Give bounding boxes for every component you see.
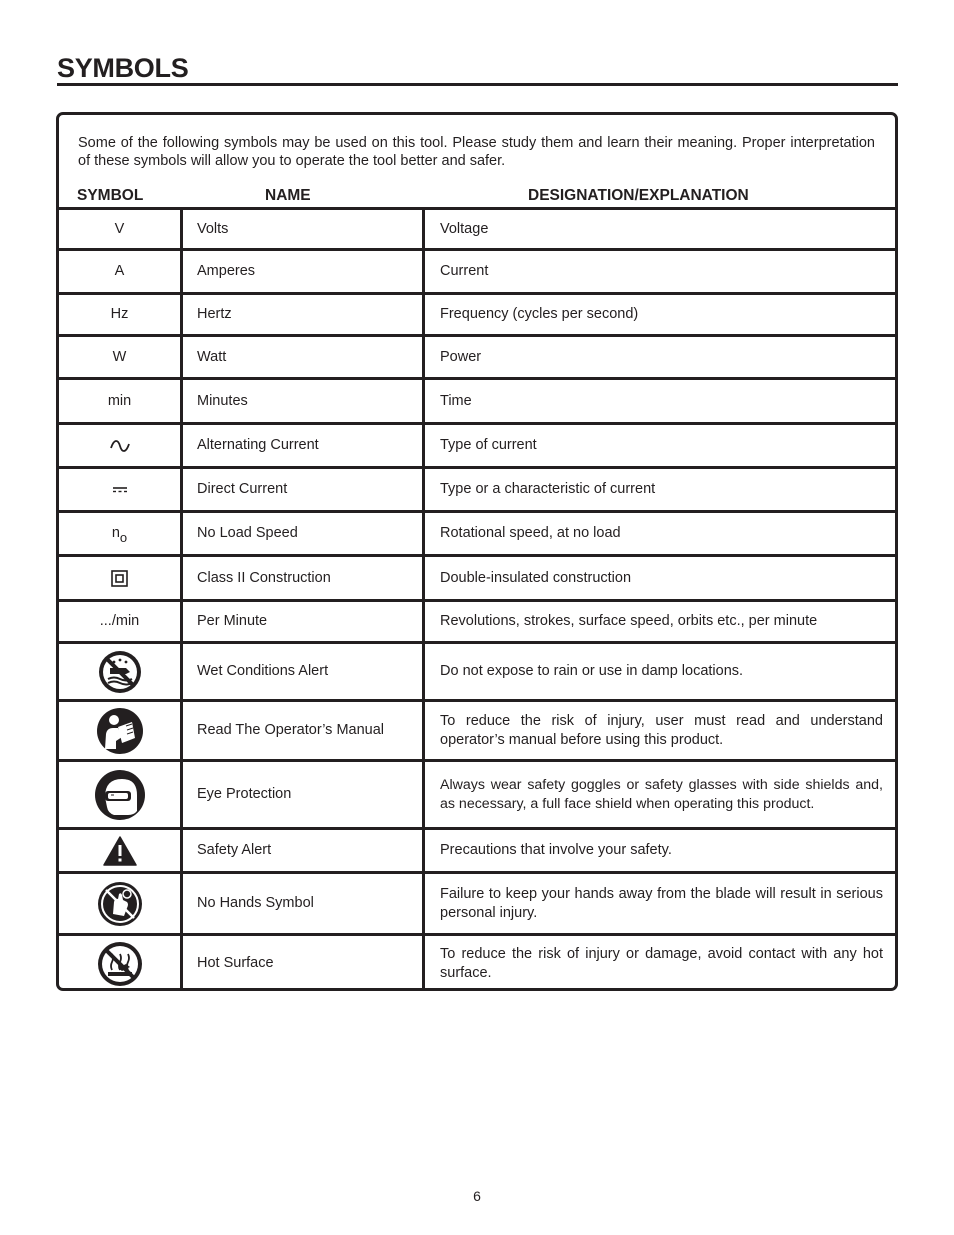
table-row-wet-conditions xyxy=(59,641,895,699)
name-cell xyxy=(180,469,422,510)
page-number: 6 xyxy=(473,1188,481,1204)
name-cell xyxy=(180,830,422,871)
name-cell xyxy=(180,557,422,599)
explanation-cell xyxy=(422,602,895,641)
explanation-text: Always wear safety goggles or safety glasses with side shields and, as necessary, a full face shield when operating this product. xyxy=(440,776,883,812)
direct-current-icon xyxy=(112,486,128,494)
explanation-cell xyxy=(422,251,895,292)
symbol-cell xyxy=(59,644,180,699)
explanation-cell xyxy=(422,425,895,466)
explanation-text: Failure to keep your hands away from the blade will result in serious personal injury. xyxy=(440,885,883,921)
name-cell xyxy=(180,380,422,422)
name-text: Volts xyxy=(197,220,229,237)
explanation-cell xyxy=(422,762,895,827)
name-cell xyxy=(180,644,422,699)
symbol-cell: W xyxy=(112,348,127,365)
name-cell xyxy=(180,702,422,759)
name-text: Per Minute xyxy=(197,613,268,629)
explanation-text: Power xyxy=(440,348,482,365)
symbol-cell xyxy=(59,830,180,871)
header-name: NAME xyxy=(265,187,311,204)
read-manual-icon xyxy=(96,707,144,755)
explanation-cell xyxy=(422,702,895,759)
symbol-cell xyxy=(59,425,180,466)
symbol-cell xyxy=(59,936,180,991)
intro-paragraph: Some of the following symbols may be used on this tool. Please study them and learn their meaning. Proper interpretation of these symbols will allow you to operate the tool better and safer. xyxy=(78,135,875,169)
symbol-cell xyxy=(59,513,180,554)
explanation-cell xyxy=(422,874,895,933)
table-row-direct-current xyxy=(59,466,895,510)
page-title: SYMBOLS xyxy=(57,53,189,83)
symbol-cell: Hz xyxy=(110,306,129,322)
table-row-amperes xyxy=(59,248,895,292)
name-text: Hot Surface xyxy=(197,955,274,971)
name-cell xyxy=(180,251,422,292)
explanation-cell xyxy=(422,830,895,871)
explanation-text: Type of current xyxy=(440,437,537,453)
explanation-cell xyxy=(422,469,895,510)
symbol-cell xyxy=(59,762,180,827)
table-row-read-manual xyxy=(59,699,895,759)
name-text: Wet Conditions Alert xyxy=(197,663,329,679)
explanation-cell xyxy=(422,337,895,377)
explanation-text: Time xyxy=(440,392,472,409)
name-cell xyxy=(180,337,422,377)
explanation-cell xyxy=(422,513,895,554)
symbol-cell: .../min xyxy=(99,613,140,629)
name-text: Read The Operator’s Manual xyxy=(197,722,384,738)
explanation-text: Double-insulated construction xyxy=(440,569,632,586)
name-cell xyxy=(180,874,422,933)
symbol-cell: A xyxy=(114,263,125,279)
name-cell xyxy=(180,936,422,991)
explanation-cell xyxy=(422,210,895,248)
name-cell xyxy=(180,295,422,334)
explanation-cell xyxy=(422,557,895,599)
explanation-text: Rotational speed, at no load xyxy=(440,525,621,541)
name-text: Safety Alert xyxy=(197,842,272,858)
symbol-cell: min xyxy=(107,392,132,409)
alternating-current-icon xyxy=(109,439,131,453)
header-explanation: DESIGNATION/EXPLANATION xyxy=(528,187,749,204)
table-row-no-hands xyxy=(59,871,895,933)
explanation-cell xyxy=(422,644,895,699)
symbol-main-text: n xyxy=(111,525,120,541)
explanation-cell xyxy=(422,380,895,422)
symbol-cell xyxy=(59,702,180,759)
name-text: Class II Construction xyxy=(197,569,331,586)
class-ii-construction-icon xyxy=(111,570,128,587)
table-row-safety-alert xyxy=(59,827,895,871)
name-text: Alternating Current xyxy=(197,437,319,453)
name-text: Eye Protection xyxy=(197,786,292,802)
explanation-text: Current xyxy=(440,263,489,279)
table-row-per-minute xyxy=(59,599,895,641)
table-row-volts xyxy=(59,207,895,248)
symbol-cell xyxy=(59,469,180,510)
name-text: Minutes xyxy=(197,392,248,409)
name-text: Watt xyxy=(197,348,227,365)
explanation-text: Precautions that involve your safety. xyxy=(440,842,672,858)
name-text: Direct Current xyxy=(197,481,288,497)
title-rule xyxy=(57,83,898,86)
name-cell xyxy=(180,210,422,248)
name-text: Amperes xyxy=(197,263,256,279)
name-cell xyxy=(180,762,422,827)
table-row-minutes xyxy=(59,377,895,422)
explanation-text: Type or a characteristic of current xyxy=(440,481,656,497)
explanation-text: Voltage xyxy=(440,220,489,237)
explanation-text: Revolutions, strokes, surface speed, orbits etc., per minute xyxy=(440,613,818,629)
explanation-text: Do not expose to rain or use in damp locations. xyxy=(440,663,744,679)
table-row-eye-protection xyxy=(59,759,895,827)
table-row-class-ii xyxy=(59,554,895,599)
name-text: No Hands Symbol xyxy=(197,895,314,911)
symbol-subscript-text: o xyxy=(119,530,128,545)
table-row-watt xyxy=(59,334,895,377)
symbol-cell xyxy=(59,557,180,599)
symbol-cell xyxy=(59,874,180,933)
header-symbol: SYMBOL xyxy=(77,187,144,204)
no-hands-icon xyxy=(96,880,144,928)
explanation-text: Frequency (cycles per second) xyxy=(440,306,639,322)
name-cell xyxy=(180,513,422,554)
explanation-text: To reduce the risk of injury, user must read and understand operator’s manual before using this product. xyxy=(440,712,883,748)
name-cell xyxy=(180,425,422,466)
table-row-hertz xyxy=(59,292,895,334)
symbols-table-box xyxy=(56,112,898,991)
table-row-no-load-speed xyxy=(59,510,895,554)
safety-alert-icon xyxy=(103,836,137,866)
explanation-text: To reduce the risk of injury or damage, avoid contact with any hot surface. xyxy=(440,945,883,981)
eye-protection-icon xyxy=(94,769,146,821)
table-row-hot-surface xyxy=(59,933,895,991)
name-text: No Load Speed xyxy=(197,525,298,541)
name-cell xyxy=(180,602,422,641)
name-text: Hertz xyxy=(197,306,232,322)
wet-conditions-icon xyxy=(96,648,144,696)
explanation-cell xyxy=(422,936,895,991)
table-row-alternating-current xyxy=(59,422,895,466)
hot-surface-icon xyxy=(96,940,144,988)
explanation-cell xyxy=(422,295,895,334)
symbol-cell: V xyxy=(114,220,125,237)
